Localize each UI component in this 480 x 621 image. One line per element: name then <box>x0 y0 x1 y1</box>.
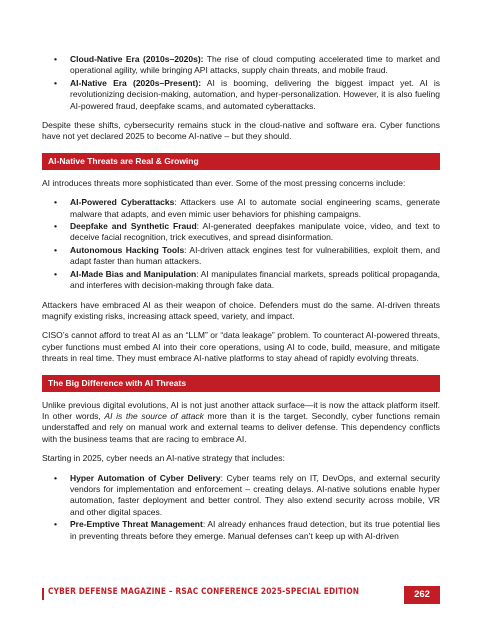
bullet-icon: • <box>54 54 57 64</box>
list-item: • Deepfake and Synthetic Fraud: AI-generated deepfakes manipulate voice, video, and text to deceive facial recognition, trick executives, and spread disinformation. <box>54 221 440 243</box>
threat-bullet-list <box>42 197 440 291</box>
article-body <box>42 54 440 550</box>
section2-paragraph-2: Starting in 2025, cyber needs an AI-native strategy that includes: <box>42 453 285 464</box>
page-number: 262 <box>404 586 440 604</box>
section-header-ai-native-threats: AI-Native Threats are Real & Growing <box>42 153 440 170</box>
section2-paragraph-1: Unlike previous digital evolutions, AI is not just another attack surface—it is now the attack platform itself. In other words, AI is the source of attack more than it is the target. Secondly, cyber functions remain understaffed and rely on manual work and external teams to deliver defense. This dependency conflicts with the business teams that are racing to embrace AI. <box>42 399 440 444</box>
section-header-big-difference: The Big Difference with AI Threats <box>42 375 440 392</box>
list-item: • Pre-Emptive Threat Management: AI already enhances fraud detection, but its true potential lies in preventing threats before they emerge. Manual defenses can’t keep up with AI-driven <box>54 519 440 541</box>
bullet-icon: • <box>54 197 57 208</box>
intro-paragraph: Despite these shifts, cybersecurity remains stuck in the cloud-native and software era. Cyber functions have not yet declared 2025 to become AI-native – but they should. <box>42 120 440 142</box>
bullet-icon: • <box>54 221 57 232</box>
bullet-icon: • <box>54 77 57 88</box>
bullet-icon: • <box>54 244 57 255</box>
bullet-icon: • <box>54 472 57 483</box>
bullet-icon: • <box>54 519 57 530</box>
list-item: • Hyper Automation of Cyber Delivery: Cyber teams rely on IT, DevOps, and external security vendors for implementation and enforcement – creating delays. AI-native solutions enable hyper automation, faster deployment and better control. They also extend security across mobile, VR and other digital spaces. <box>54 472 440 517</box>
strategy-bullet-list <box>42 473 440 542</box>
intro-bullet-list <box>42 54 440 112</box>
footer-accent-bar <box>42 588 44 600</box>
list-item: • AI-Made Bias and Manipulation: AI manipulates financial markets, spreads political propaganda, and interferes with decision-making through fake data. <box>54 268 440 291</box>
section1-paragraph-1: Attackers have embraced AI as their weapon of choice. Defenders must do the same. AI-driven threats magnify existing risks, increasing attack speed, variety, and impact. <box>42 299 440 321</box>
bullet-icon: • <box>54 268 57 279</box>
list-item: • AI-Native Era (2020s–Present): AI is booming, delivering the biggest impact yet. AI is revolutionizing decision-making, automation, and hyper-personalization. However, it is also fueling AI-powered fraud, deepfake scams, and automated cyberattacks. <box>54 77 441 111</box>
section1-lead: AI introduces threats more sophisticated than ever. Some of the most pressing concerns include: <box>42 177 406 188</box>
list-item: • Cloud-Native Era (2010s–2020s): The rise of cloud computing accelerated time to market and operational agility, while bringing API attacks, supply chain threats, and mobile fraud. <box>54 54 441 76</box>
publication-title: CYBER DEFENSE MAGAZINE – RSAC CONFERENCE 2025-SPECIAL EDITION <box>48 587 360 597</box>
list-item: • AI-Powered Cyberattacks: Attackers use AI to automate social engineering scams, generate malware that adapts, and even mimic user behaviors for phishing campaigns. <box>54 197 440 219</box>
section1-paragraph-2: CISO’s cannot afford to treat AI as an “LLM” or “data leakage” problem. To counteract AI-powered threats, cyber functions must embed AI into their core operations, using AI to code, build, measure, and mitigate threats in real time. They must embrace AI-native platforms to stay ahead of rapidly evolving threats. <box>42 330 440 364</box>
page-footer <box>42 586 440 606</box>
list-item: • Autonomous Hacking Tools: AI-driven attack engines test for vulnerabilities, exploit them, and adapt faster than human attackers. <box>54 244 440 267</box>
